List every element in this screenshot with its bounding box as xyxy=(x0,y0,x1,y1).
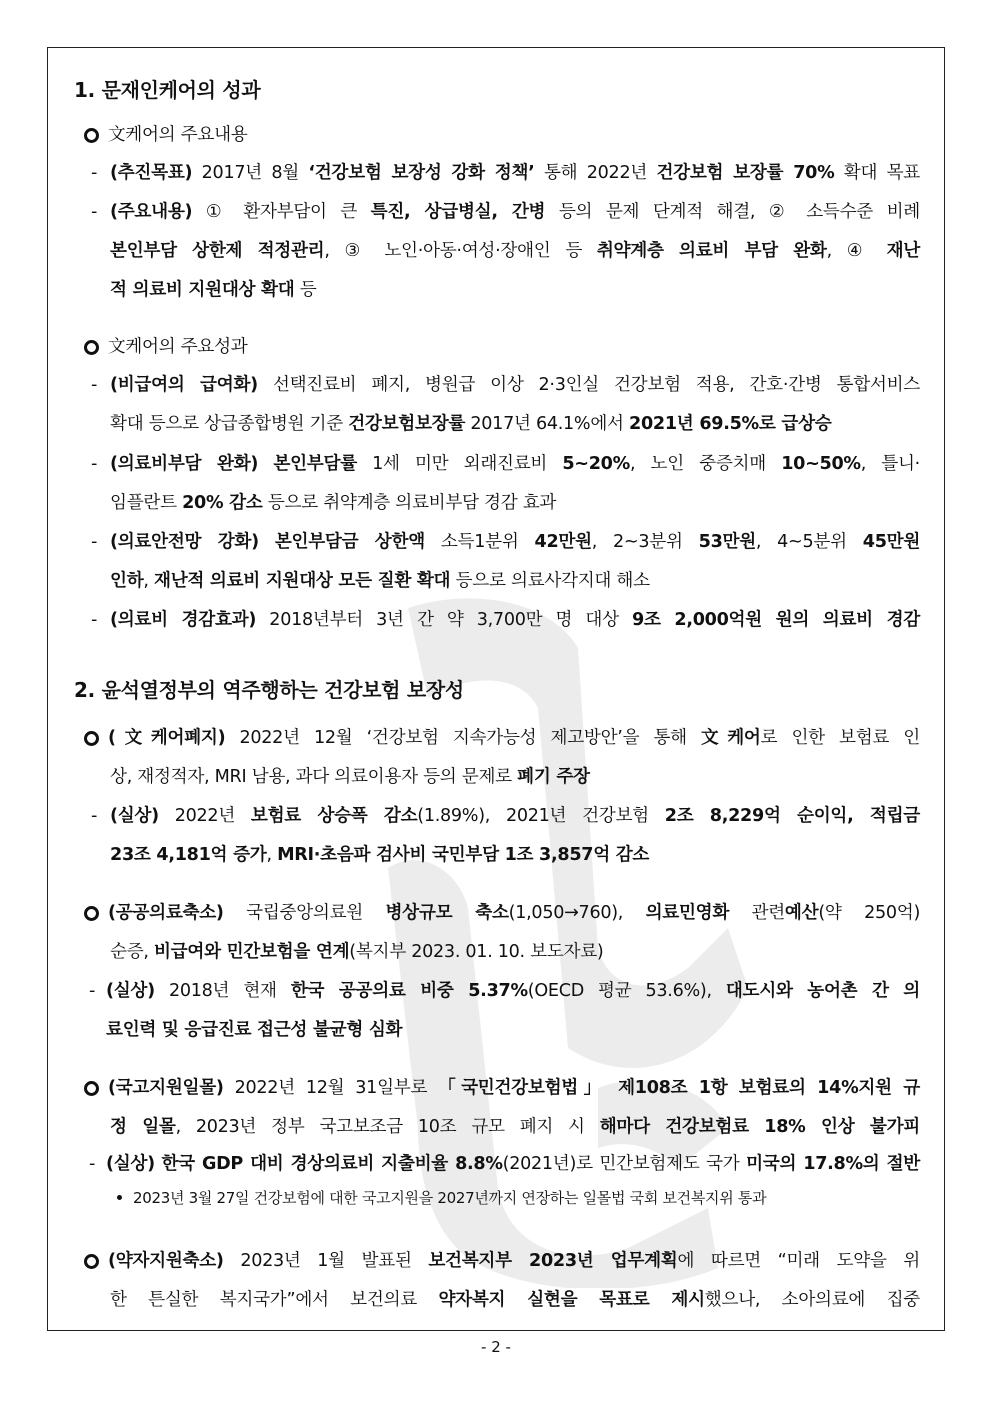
s1-b1-line-4: 적 의료비 지원대상 확대 등 xyxy=(110,280,317,300)
s1-b2-line-1: (비급여의 급여화) 선택진료비 폐지, 병원급 이상 2·3인실 건강보험 적용, 간호·간병 통합서비스 xyxy=(110,375,920,395)
s1-b1-line-2: (주요내용) ① 환자부담이 큰 특진, 상급병실, 간병 등의 문제 단계적 해결, ② 소득수준 비례 xyxy=(110,202,920,222)
section-1-title: 1. 문재인케어의 성과 xyxy=(74,78,261,102)
dash-icon: - xyxy=(91,202,98,222)
s2-c3-note: 2023년 3월 27일 건강보험에 대한 국고지원을 2027년까지 연장하는 일몰법 국회 보건복지위 통과 xyxy=(133,1189,767,1207)
dash-icon: - xyxy=(89,981,96,1001)
s2-c3-line-1: (국고지원일몰) 2022년 12월 31일부로 「국민건강보험법」 제108조 1항 보험료의 14%지원 규 xyxy=(108,1078,920,1098)
dash-icon: - xyxy=(91,806,98,826)
bullet-ring-icon xyxy=(84,340,99,355)
s2-c1-line-3: (실상) 2022년 보험료 상승폭 감소(1.89%), 2021년 건강보험 2조 8,229억 순이익, 적립금 xyxy=(110,806,920,826)
s2-c1-line-1: (文케어폐지) 2022년 12월 ‘건강보험 지속가능성 제고방안’을 통해 文케어로 인한 보험료 인 xyxy=(108,728,921,748)
s2-c3-line-3: (실상) 한국 GDP 대비 경상의료비 지출비율 8.8%(2021년)로 민간보험제도 국가 미국의 17.8%의 절반 xyxy=(106,1154,920,1174)
s1-b1-line-3: 본인부담 상한제 적정관리, ③ 노인·아동·여성·장애인 등 취약계층 의료비 부담 완화, ④ 재난 xyxy=(110,241,920,261)
s1-b1-line-1: (추진목표) 2017년 8월 ‘건강보험 보장성 강화 정책’ 통해 2022년 건강보험 보장률 70% 확대 목표 xyxy=(110,163,920,183)
s1-b2-line-2: 확대 등으로 상급종합병원 기준 건강보험보장률 2017년 64.1%에서 2021년 69.5%로 급상승 xyxy=(110,414,832,434)
s2-c2-line-4: 료인력 및 응급진료 접근성 불균형 심화 xyxy=(106,1020,403,1040)
bullet-dot-icon xyxy=(117,1195,122,1200)
page-number: - 2 - xyxy=(481,1338,511,1356)
s2-c4-line-2: 한 튼실한 복지국가”에서 보건의료 약자복지 실현을 목표로 제시했으나, 소아의료에 집중 xyxy=(110,1290,920,1310)
s1-b2-line-6: 인하, 재난적 의료비 지원대상 모든 질환 확대 등으로 의료사각지대 해소 xyxy=(110,571,650,591)
s2-c1-line-2: 상, 재정적자, MRI 남용, 과다 의료이용자 등의 문제로 폐기 주장 xyxy=(110,767,590,787)
dash-icon: - xyxy=(91,454,98,474)
s2-c4-line-1: (약자지원축소) 2023년 1월 발표된 보건복지부 2023년 업무계획에 따르면 “미래 도약을 위 xyxy=(108,1251,920,1271)
document-frame xyxy=(47,47,945,1331)
bullet-ring-icon xyxy=(84,906,99,921)
s1-b2-line-3: (의료비부담 완화) 본인부담률 1세 미만 외래진료비 5~20%, 노인 중증치매 10~50%, 틀니· xyxy=(110,454,920,474)
s2-c2-line-2: 순증, 비급여와 민간보험을 연계(복지부 2023. 01. 10. 보도자료) xyxy=(110,942,604,962)
s2-c2-line-3: (실상) 2018년 현재 한국 공공의료 비중 5.37%(OECD 평균 53.6%), 대도시와 농어촌 간 의 xyxy=(106,981,920,1001)
dash-icon: - xyxy=(91,532,98,552)
bullet-ring-icon xyxy=(84,1081,99,1096)
s1-b2-line-7: (의료비 경감효과) 2018년부터 3년 간 약 3,700만 명 대상 9조 2,000억원 원의 의료비 경감 xyxy=(110,610,920,630)
dash-icon: - xyxy=(91,610,98,630)
dash-icon: - xyxy=(91,375,98,395)
page-content xyxy=(48,48,944,1330)
bullet-ring-icon xyxy=(84,128,99,143)
s2-c1-line-4: 23조 4,181억 증가, MRI·초음파 검사비 국민부담 1조 3,857억 감소 xyxy=(110,845,650,865)
s1-bullet-1-title: 文케어의 주요내용 xyxy=(108,125,248,145)
bullet-ring-icon xyxy=(84,731,99,746)
bullet-ring-icon xyxy=(84,1254,99,1269)
dash-icon: - xyxy=(89,1154,96,1174)
s2-c3-line-2: 정 일몰, 2023년 정부 국고보조금 10조 규모 폐지 시 해마다 건강보험료 18% 인상 불가피 xyxy=(110,1117,920,1137)
dash-icon: - xyxy=(91,163,98,183)
s1-bullet-2-title: 文케어의 주요성과 xyxy=(108,337,248,357)
s2-c2-line-1: (공공의료축소) 국립중앙의료원 병상규모 축소(1,050→760), 의료민영화 관련예산(약 250억) xyxy=(108,903,921,923)
s1-b2-line-4: 임플란트 20% 감소 등으로 취약계층 의료비부담 경감 효과 xyxy=(110,493,557,513)
section-2-title: 2. 윤석열정부의 역주행하는 건강보험 보장성 xyxy=(74,678,464,702)
s1-b2-line-5: (의료안전망 강화) 본인부담금 상한액 소득1분위 42만원, 2~3분위 53만원, 4~5분위 45만원 xyxy=(110,532,921,552)
